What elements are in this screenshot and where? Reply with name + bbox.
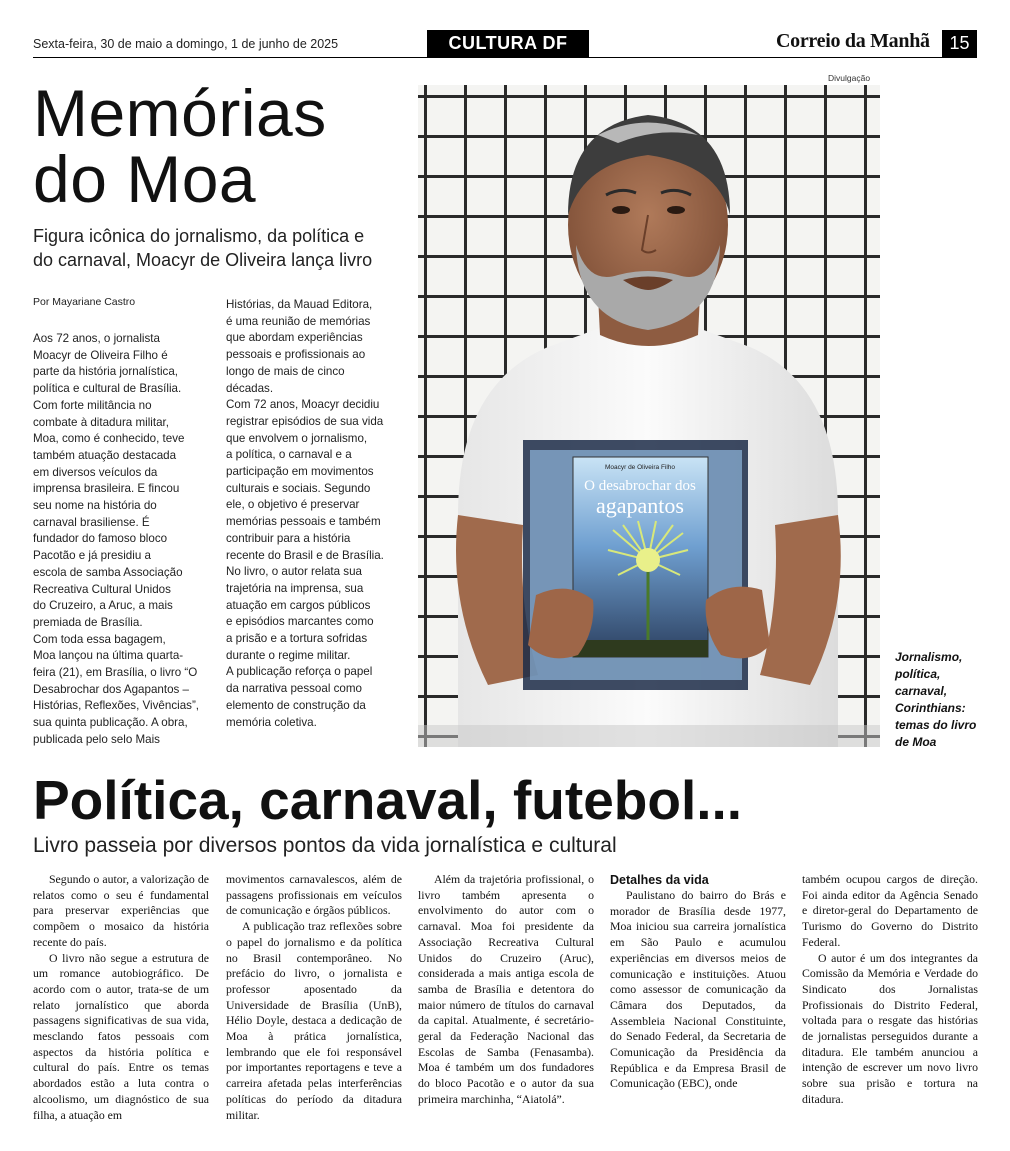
text-line: A publicação reforça o papel: [226, 665, 373, 679]
photo-moa-with-book: [418, 85, 880, 747]
text-line: registrar episódios de sua vida: [226, 414, 384, 428]
text-line: Pacotão e já presidiu a: [33, 549, 151, 563]
book-title-line1: O desabrochar dos: [584, 478, 696, 494]
text-line: seu nome na história do: [33, 499, 157, 513]
text-line: Recreativa Cultural Unidos: [33, 582, 171, 596]
subhead-line: do carnaval, Moacyr de Oliveira lança livro: [33, 250, 373, 270]
text-line: Com toda essa bagagem,: [33, 632, 166, 646]
book-author: Moacyr de Oliveira Filho: [604, 464, 676, 471]
text-line: elemento de construção da: [226, 698, 366, 712]
text-line: que abordam experiências: [226, 331, 363, 345]
text-line: Moacyr de Oliveira Filho é: [33, 348, 168, 362]
text-line: Histórias, Reflexões, Vivências”,: [33, 699, 200, 713]
headline-line: Memórias: [33, 76, 327, 150]
text-line: política e cultural de Brasília.: [33, 382, 182, 396]
text-line: atuação em cargos públicos: [226, 598, 371, 612]
text-line: longo de mais de cinco: [226, 364, 345, 378]
text-line: e episódios marcantes como: [226, 615, 374, 629]
book-title-line2: agapantos: [596, 493, 684, 518]
text-line: premiada de Brasília.: [33, 615, 143, 629]
paragraph: A publicação traz reflexões sobre o papel do jornalismo e da política no Brasil contemporâneo. No prefácio do livro, o jornalista e professor aposentado da Universidade de Brasília (UnB), Hélio Doyle, destaca a dedicação de Moa à prática jornalística, lembrando que ele foi responsável por importantes reportagens e teve a carreira afetada pelas interferências políticas do período da ditadura militar.: [226, 919, 402, 1122]
paragraph: Segundo o autor, a valorização de relatos como o seu é fundamental para preservar experiências que compõem o mosaico da história recente do país.: [33, 872, 209, 949]
paragraph: Paulistano do bairro do Brás e morador de Brasília desde 1977, Moa iniciou sua carreira jornalística em São Paulo e acumulou experiências em diversos meios de comunicação e instituições. Atuou como assessor de comunicação da Câmara dos Deputados, da Assembleia Nacional Constituinte, do Senado Federal, da Secretaria de Comunicação da Presidência da República e da Empresa Brasil de Comunicação (EBC), onde: [610, 888, 786, 1091]
text-line: Com 72 anos, Moacyr decidiu: [226, 398, 380, 412]
text-line: feira (21), em Brasília, o livro “O: [33, 666, 198, 680]
text-line: também atuação destacada: [33, 448, 177, 462]
headline-line: do Moa: [33, 142, 257, 216]
article-column-2: [226, 297, 411, 731]
text-line: Desabrochar dos Agapantos –: [33, 682, 189, 696]
article2-column-1: [33, 872, 209, 1123]
edition-date: Sexta-feira, 30 de maio a domingo, 1 de junho de 2025: [33, 37, 339, 51]
paragraph: movimentos carnavalescos, além de passagens profissionais em veículos de comunicação e órgãos públicos.: [226, 872, 402, 918]
main-headline: [33, 76, 413, 216]
text-line: Histórias, da Mauad Editora,: [226, 298, 373, 311]
text-line: imprensa brasileira. E fincou: [33, 482, 180, 496]
photo-credit: Divulgação: [828, 73, 871, 83]
paragraph: também ocupou cargos de direção. Foi ainda editor da Agência Senado e diretor-geral do Departamento de Turismo do Governo do Distrito Federal.: [802, 872, 978, 949]
byline: Por Mayariane Castro: [33, 296, 136, 308]
paragraph: Além da trajetória profissional, o livro também apresenta o envolvimento do autor com o carnaval. Moa foi presidente da Associação Recreativa Cultural Unidos do Cruzeiro (Aruc), considerada a mais antiga escola de samba de Brasília e detentora do maior número de títulos do carnaval da capital. Atualmente, é secretário-geral da Federação Nacional das Escolas de Samba (Fenasamba). Moa é também um dos fundadores do bloco Pacotão e o autor da sua primeira marchinha, “Aiatolá”.: [418, 872, 594, 1106]
photo-caption: Jornalismo, política, carnaval, Corinthians: temas do livro de Moa: [895, 650, 977, 749]
text-line: fundador do famoso bloco: [33, 532, 168, 546]
text-line: culturais e sociais. Segundo: [226, 481, 371, 495]
text-line: da narrativa pessoal como: [226, 682, 362, 696]
text-line: memórias pessoais e também: [226, 515, 381, 529]
text-line: durante o regime militar.: [226, 648, 351, 662]
text-line: participação em movimentos: [226, 465, 374, 479]
text-line: Aos 72 anos, o jornalista: [33, 332, 160, 345]
text-line: combate à ditadura militar,: [33, 415, 169, 429]
text-line: é uma reunião de memórias: [226, 314, 371, 328]
text-line: Moa, como é conhecido, teve: [33, 432, 185, 446]
article2-column-5: [802, 872, 978, 1108]
subhead-line: Figura icônica do jornalismo, da política e: [33, 226, 365, 246]
text-line: ele, o objetivo é preservar: [226, 498, 360, 512]
text-line: memória coletiva.: [226, 715, 317, 729]
page-number: 15: [942, 30, 977, 57]
text-line: recente do Brasil e de Brasília.: [226, 548, 384, 562]
text-line: em diversos veículos da: [33, 465, 158, 479]
text-line: a prisão e a tortura sofridas: [226, 632, 368, 646]
text-line: a política, o carnaval e a: [226, 448, 352, 462]
text-line: sua quinta publicação. A obra,: [33, 716, 188, 730]
text-line: publicada pelo selo Mais: [33, 732, 160, 746]
text-line: Com forte militância no: [33, 398, 152, 412]
text-line: trajetória na imprensa, sua: [226, 581, 364, 595]
text-line: décadas.: [226, 381, 274, 395]
text-line: que envolvem o jornalismo,: [226, 431, 368, 445]
main-subheadline: [33, 224, 413, 272]
article2-column-2: [226, 872, 402, 1123]
header-divider: [33, 57, 977, 58]
text-line: escola de samba Associação: [33, 565, 183, 579]
article2-column-3: [418, 872, 594, 1108]
secondary-headline: Política, carnaval, futebol...: [33, 769, 743, 831]
text-line: carnaval brasiliense. É: [33, 515, 150, 529]
subsection-heading: Detalhes da vida: [610, 873, 709, 887]
paragraph: O autor é um dos integrantes da Comissão da Memória e Verdade do Sindicato dos Jornalistas Profissionais do Distrito Federal, voltada para o resgate das histórias de jornalistas perseguidos durante a ditadura. Ele também anunciou a intenção de escrever um novo livro sobre sua prisão e tortura na ditadura.: [802, 950, 978, 1106]
text-line: contribuir para a história: [226, 531, 351, 545]
text-line: Moa lançou na última quarta-: [33, 649, 184, 663]
newspaper-name: Correio da Manhã: [776, 30, 930, 52]
text-line: do Cruzeiro, a Aruc, a mais: [33, 599, 173, 613]
article2-column-4: [610, 872, 786, 1092]
article-column-1: [33, 331, 218, 749]
text-line: parte da história jornalística,: [33, 365, 178, 379]
paragraph: O livro não segue a estrutura de um romance autobiográfico. De acordo com o autor, trata-se de um relato jornalístico que aborda passagens significativas de sua vida, mesclando fatos pessoais com aspectos da história política e cultural do país. Entre os temas abordados estão a luta contra o alcoolismo, um diagnóstico de sua filha, a atuação em: [33, 950, 209, 1122]
text-line: pessoais e profissionais ao: [226, 348, 366, 362]
section-tag: CULTURA DF: [427, 30, 589, 57]
secondary-subheadline: Livro passeia por diversos pontos da vida jornalística e cultural: [33, 834, 617, 857]
text-line: No livro, o autor relata sua: [226, 565, 362, 579]
